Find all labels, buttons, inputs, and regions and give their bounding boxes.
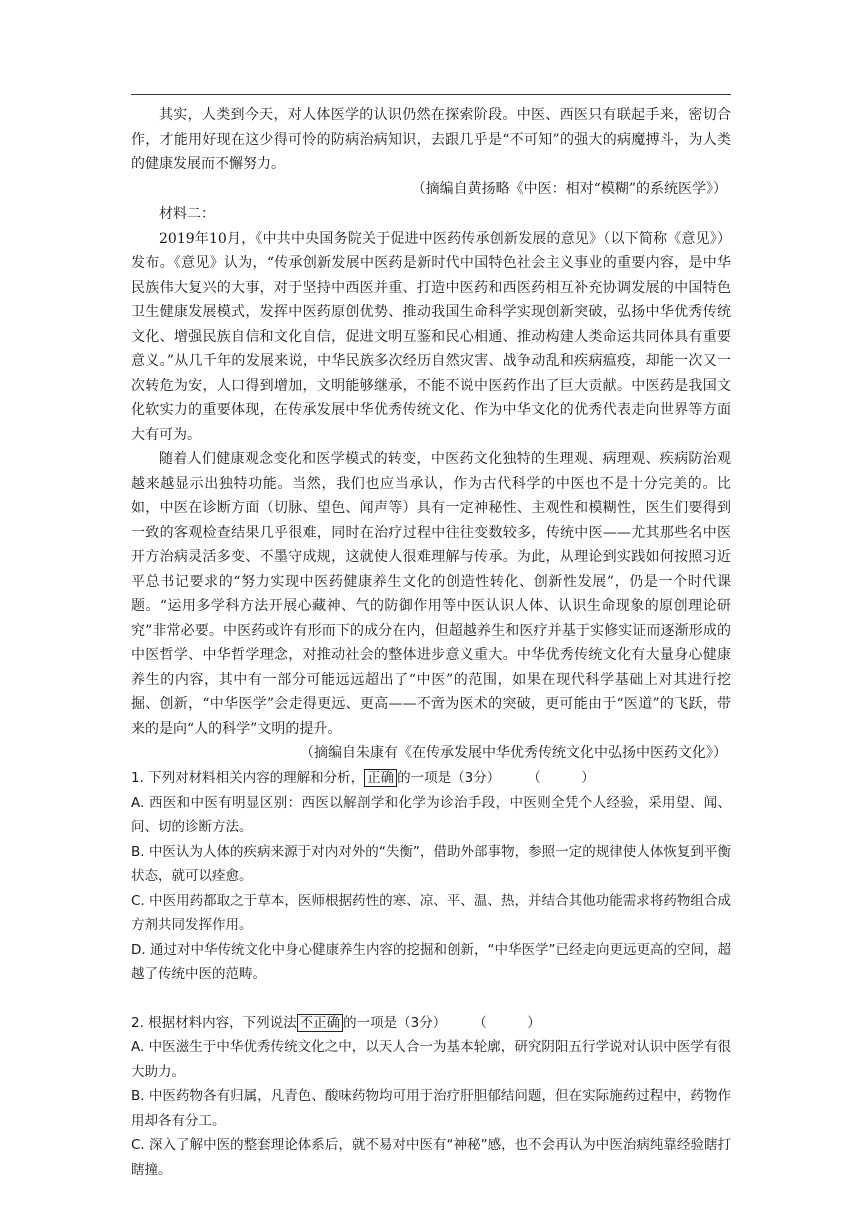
q2-stem-pre: 2. 根据材料内容，下列说法	[131, 1014, 297, 1031]
q1-keyword-box: 正确	[364, 769, 397, 787]
question-gap	[131, 987, 731, 1011]
document-page	[131, 103, 731, 1182]
q1-option-c[interactable]: C. 中医用药都取之于草本，医师根据药性的寒、凉、平、温、热，并结合其他功能需求将药物组合成方剂共同发挥作用。	[131, 892, 731, 933]
q2-option-b[interactable]: B. 中医药物各有归属，凡青色、酸味药物均可用于治疗肝胆郁结问题，但在实际施药过程中，药物作用却各有分工。	[131, 1088, 731, 1129]
question-1	[131, 766, 731, 987]
material2-paragraph-2: 随着人们健康观念变化和医学模式的转变，中医药文化独特的生理观、病理观、疾病防治观越来越显示出独特功能。当然，我们也应当承认，作为古代科学的中医也不是十分完美的。比如，中医在诊断方面（切脉、望色、闻声等）具有一定神秘性、主观性和模糊性，医生们要得到一致的客观检查结果几乎很难，同时在治疗过程中往往变数较多，传统中医——尤其那些名中医开方治病灵活多变、不墨守成规，这就使人很难理解与传承。为此，从理论到实践如何按照习近平总书记要求的“努力实现中医药健康养生文化的创造性转化、创新性发展”，仍是一个时代课题。“运用多学科方法开展心藏神、气的防御作用等中医认识人体、认识生命现象的原创理论研究”非常必要。中医药或许有形而下的成分在内，但超越养生和医疗并基于实修实证而逐渐形成的中医哲学、中华哲学理念，对推动社会的整体进步意义重大。中华优秀传统文化有大量身心健康养生的内容，其中有一部分可能远远超出了“中医”的范围，如果在现代科学基础上对其进行挖掘、创新，“中华医学”会走得更远、更高——不啻为医术的突破，更可能由于“医道”的飞跃，带来的是向“人的科学”文明的提升。	[131, 451, 731, 737]
material1-paragraph: 其实，人类到今天，对人体医学的认识仍然在探索阶段。中医、西医只有联起手来，密切合作，才能用好现在这少得可怜的防病治病知识，去跟几乎是“不可知”的强大的病魔搏斗，为人类的健康发展而不懈努力。	[131, 107, 731, 172]
q1-option-d[interactable]: D. 通过对中华传统文化中身心健康养生内容的挖掘和创新，“中华医学”已经走向更远更高的空间，超越了传统中医的范畴。	[131, 941, 731, 982]
material2-paragraph-1: 2019年10月，《中共中央国务院关于促进中医药传承创新发展的意见》（以下简称《意见》）发布。《意见》认为，“传承创新发展中医药是新时代中国特色社会主义事业的重要内容，是中华民族伟大复兴的大事，对于坚持中西医并重、打造中医药和西医药相互补充协调发展的中国特色卫生健康发展模式，发挥中医药原创优势、推动我国生命科学实现创新突破，弘扬中华优秀传统文化、增强民族自信和文化自信，促进文明互鉴和民心相通、推动构建人类命运共同体具有重要意义。”从几千年的发展来说，中华民族多次经历自然灾害、战争动乱和疾病瘟疫，却能一次又一次转危为安，人口得到增加，文明能够继承，不能不说中医药作出了巨大贡献。中医药是我国文化软实力的重要体现，在传承发展中华优秀传统文化、作为中华文化的优秀代表走向世界等方面大有可为。	[131, 230, 731, 443]
material1-source: （摘编自黄扬略《中医：相对“模糊”的系统医学》）	[411, 180, 727, 197]
q1-stem-post: 的一项是（3分） （ ）	[397, 770, 595, 786]
material2-source: （摘编自朱康有《在传承发展中华优秀传统文化中弘扬中医药文化》）	[300, 745, 727, 761]
q1-option-a[interactable]: A. 西医和中医有明显区别：西医以解剖学和化学为诊治手段，中医则全凭个人经验，采用望、闻、问、切的诊断方法。	[131, 794, 731, 835]
question-2-stem	[131, 1011, 731, 1036]
question-1-stem	[131, 766, 731, 791]
header-rule	[131, 94, 731, 95]
q1-option-b[interactable]: B. 中医认为人体的疾病来源于对内对外的“失衡”，借助外部事物，参照一定的规律使人体恢复到平衡状态，就可以痊愈。	[131, 843, 731, 884]
q2-stem-post: 的一项是（3分） （ ）	[343, 1014, 541, 1031]
q2-option-c[interactable]: C. 深入了解中医的整套理论体系后，就不易对中医有“神秘”感，也不会再认为中医治病纯靠经验瞎打瞎撞。	[131, 1137, 731, 1178]
question-2	[131, 1011, 731, 1183]
material2-label: 材料二：	[159, 205, 215, 222]
q2-keyword-box: 不正确	[297, 1014, 344, 1032]
q1-stem-pre: 1. 下列对材料相关内容的理解和分析，	[131, 770, 365, 786]
q2-option-a[interactable]: A. 中医滋生于中华优秀传统文化之中，以天人合一为基本轮廓，研究阴阳五行学说对认识中医学有很大助力。	[131, 1039, 731, 1080]
